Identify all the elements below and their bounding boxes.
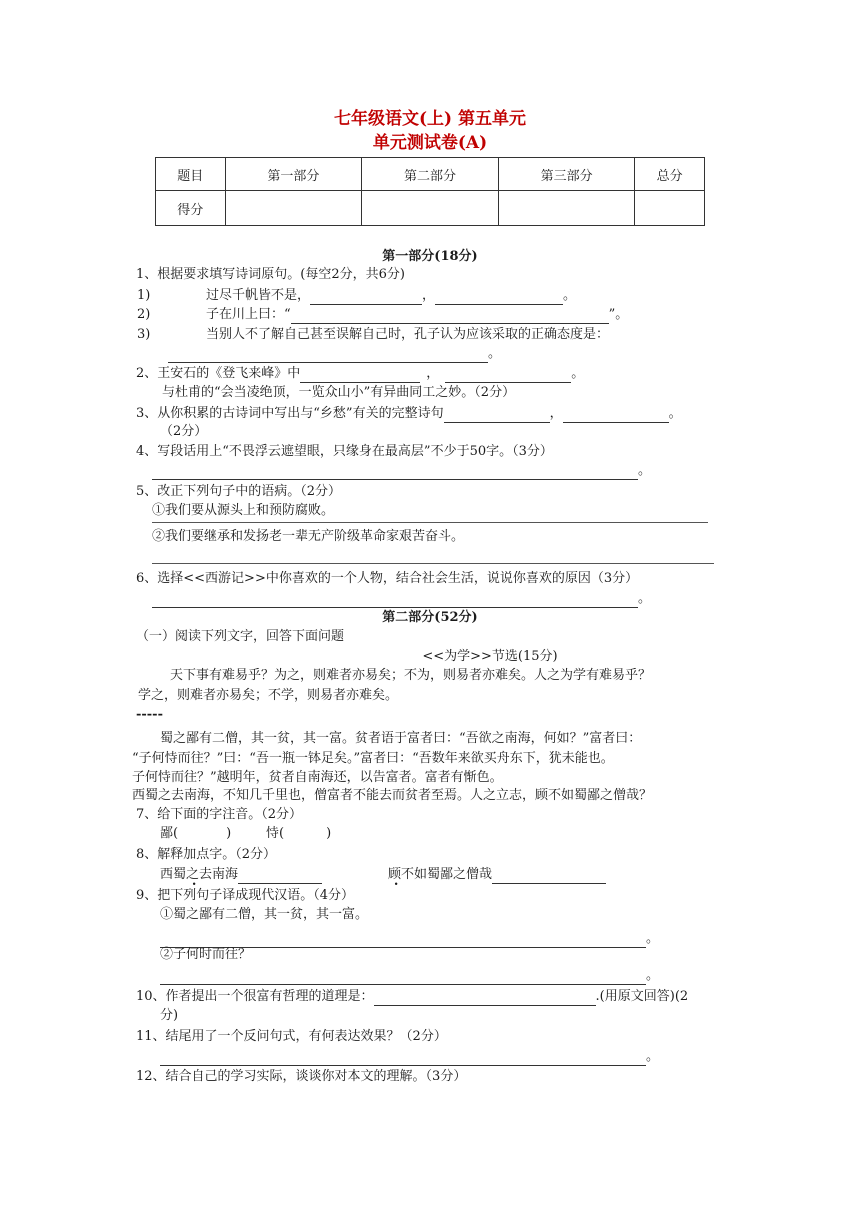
period-mark: 。 <box>646 931 660 946</box>
q9-sentence-1: ①蜀之鄙有二僧，其一贫，其一富。 <box>160 907 369 922</box>
q1-1-text: 过尽千帆皆不是， <box>206 288 311 303</box>
answer-blank[interactable] <box>160 970 646 985</box>
comma-mark: ， <box>549 406 563 421</box>
answer-line[interactable] <box>152 522 708 523</box>
q2-continuation: 与杜甫的“会当凌绝顶，一览众山小”有异曲同工之妙。（2分） <box>162 385 516 400</box>
passage-separator: ----- <box>136 707 163 722</box>
q8-item-1-pre: 西蜀 <box>160 867 187 882</box>
score-input-cell[interactable] <box>635 191 705 226</box>
q5-sentence-1: ①我们要从源头上和预防腐败。 <box>152 503 335 518</box>
question-12: 12、结合自己的学习实际，谈谈你对本文的理解。（3分） <box>136 1069 467 1084</box>
q8-dotted-char: 之 <box>186 867 200 882</box>
q8-item-1 <box>160 866 322 884</box>
q2-text: 2、王安石的《登飞来峰》中 <box>136 366 301 381</box>
answer-blank[interactable] <box>152 593 638 608</box>
q6-answer-line <box>152 590 651 608</box>
period-mark: 。 <box>563 288 577 303</box>
answer-blank[interactable] <box>563 408 669 423</box>
q8-item-2 <box>388 866 606 884</box>
part2-heading: 第二部分(52分) <box>382 610 478 625</box>
q7-char-2 <box>266 825 331 843</box>
question-8: 8、解释加点字。（2分） <box>136 847 277 862</box>
page-title: 七年级语文(上) 第五单元 <box>333 109 526 129</box>
q1-1-line <box>206 287 576 305</box>
answer-blank[interactable] <box>445 368 571 383</box>
reading-intro: （一）阅读下列文字，回答下面问题 <box>136 629 345 644</box>
q1-3-number: 3) <box>137 327 151 342</box>
q1-3-answer-line <box>168 345 501 363</box>
q8-dotted-char: 顾 <box>388 867 402 882</box>
q10-continuation: 分) <box>160 1008 179 1023</box>
passage-paragraph-1: 天下事有难易乎？为之，则难者亦易矣；不为，则易者亦难矣。人之为学有难易乎？ <box>170 668 652 683</box>
q10-suffix: .(用原文回答)(2 <box>595 989 689 1004</box>
q4-answer-line <box>152 462 651 480</box>
score-header-cell: 第二部分 <box>362 158 499 191</box>
q9-answer-line-2 <box>160 967 659 985</box>
score-table-score-row <box>156 191 705 226</box>
answer-blank[interactable] <box>310 290 422 305</box>
question-2 <box>136 365 584 383</box>
comma-mark: ， <box>426 366 440 381</box>
answer-blank[interactable] <box>492 869 606 884</box>
close-quote-mark: ”。 <box>608 307 629 322</box>
score-input-cell[interactable] <box>498 191 635 226</box>
period-mark: 。 <box>638 591 652 606</box>
q1-3-text: 当别人不了解自己甚至误解自己时，孔子认为应该采取的正确态度是： <box>206 327 610 342</box>
answer-line[interactable] <box>152 563 714 564</box>
score-input-cell[interactable] <box>362 191 499 226</box>
passage-paragraph-2: 蜀之鄙有二僧，其一贫，其一富。贫者语于富者曰：“吾欲之南海，何如？”富者曰： <box>160 731 642 746</box>
question-5: 5、改正下列句子中的语病。（2分） <box>136 484 342 499</box>
period-mark: 。 <box>668 406 682 421</box>
score-row-label: 得分 <box>156 191 226 226</box>
period-mark: 。 <box>638 463 652 478</box>
score-table-header-row <box>156 158 705 191</box>
answer-blank[interactable] <box>168 348 488 363</box>
score-header-cell: 第一部分 <box>225 158 362 191</box>
q10-text: 10、作者提出一个很富有哲理的道理是： <box>136 989 374 1004</box>
period-mark: 。 <box>571 366 585 381</box>
answer-blank[interactable] <box>374 991 596 1006</box>
score-input-cell[interactable] <box>225 191 362 226</box>
passage-paragraph-2: “子何恃而往？”曰：“吾一瓶一钵足矣。”富者曰：“吾数年来欲买舟东下，犹未能也。 <box>132 751 614 766</box>
q8-item-1-post: 去南海 <box>199 867 239 882</box>
period-mark: 。 <box>646 968 660 983</box>
part1-heading: 第一部分(18分) <box>382 249 478 264</box>
answer-blank[interactable] <box>291 309 609 324</box>
question-9: 9、把下列句子译成现代汉语。（4分） <box>136 888 355 903</box>
answer-blank[interactable] <box>444 408 550 423</box>
q3-score: （2分） <box>160 424 208 439</box>
q1-2-line <box>206 306 628 324</box>
answer-blank[interactable] <box>238 869 322 884</box>
passage-paragraph-1: 学之，则难者亦易矣；不学，则易者亦难矣。 <box>138 688 399 703</box>
q1-2-text: 子在川上曰：“ <box>206 307 291 322</box>
q9-sentence-2: ②子何时而往？ <box>160 947 252 962</box>
q8-item-2-post: 不如蜀鄙之僧哉 <box>401 867 493 882</box>
question-7: 7、给下面的字注音。（2分） <box>136 807 303 822</box>
comma-mark: ， <box>422 288 436 303</box>
question-6: 6、选择<<西游记>>中你喜欢的一个人物，结合社会生活，说说你喜欢的原因（3分） <box>136 571 639 586</box>
page-subtitle: 单元测试卷(A) <box>372 133 488 153</box>
score-header-cell: 总分 <box>635 158 705 191</box>
passage-paragraph-2: 子何恃而往？”越明年，贫者自南海还，以告富者。富者有惭色。 <box>132 770 503 785</box>
q7-char-1 <box>160 825 231 843</box>
q7-char-1-close: ) <box>226 826 232 841</box>
q3-text: 3、从你积累的古诗词中写出与“乡愁”有关的完整诗句 <box>136 406 444 421</box>
passage-paragraph-3: 西蜀之去南海，不知几千里也，僧富者不能去而贫者至焉。人之立志，顾不如蜀鄙之僧哉？ <box>132 788 653 803</box>
question-3 <box>136 405 682 423</box>
period-mark: 。 <box>488 346 502 361</box>
q7-char-2-close: ) <box>326 826 332 841</box>
q7-char-1-label: 鄙( <box>160 826 179 841</box>
answer-blank[interactable] <box>152 465 638 480</box>
answer-blank[interactable] <box>300 368 420 383</box>
q5-sentence-2: ②我们要继承和发扬老一辈无产阶级革命家艰苦奋斗。 <box>152 529 465 544</box>
q7-char-2-label: 恃( <box>266 826 285 841</box>
passage-title: <<为学>>节选(15分) <box>422 649 558 664</box>
q1-1-number: 1) <box>137 288 151 303</box>
question-4: 4、写段话用上“不畏浮云遮望眼，只缘身在最高层”不少于50字。（3分） <box>136 444 553 459</box>
question-10 <box>136 988 688 1006</box>
question-1: 1、根据要求填写诗词原句。(每空2分，共6分) <box>136 267 405 282</box>
q1-2-number: 2) <box>137 307 151 322</box>
score-table <box>155 157 705 226</box>
q11-answer-line <box>160 1048 659 1066</box>
answer-blank[interactable] <box>435 290 563 305</box>
score-header-cell: 第三部分 <box>498 158 635 191</box>
score-header-cell: 题目 <box>156 158 226 191</box>
question-11: 11、结尾用了一个反问句式，有何表达效果？（2分） <box>136 1029 447 1044</box>
period-mark: 。 <box>646 1049 660 1064</box>
answer-blank[interactable] <box>160 1051 646 1066</box>
